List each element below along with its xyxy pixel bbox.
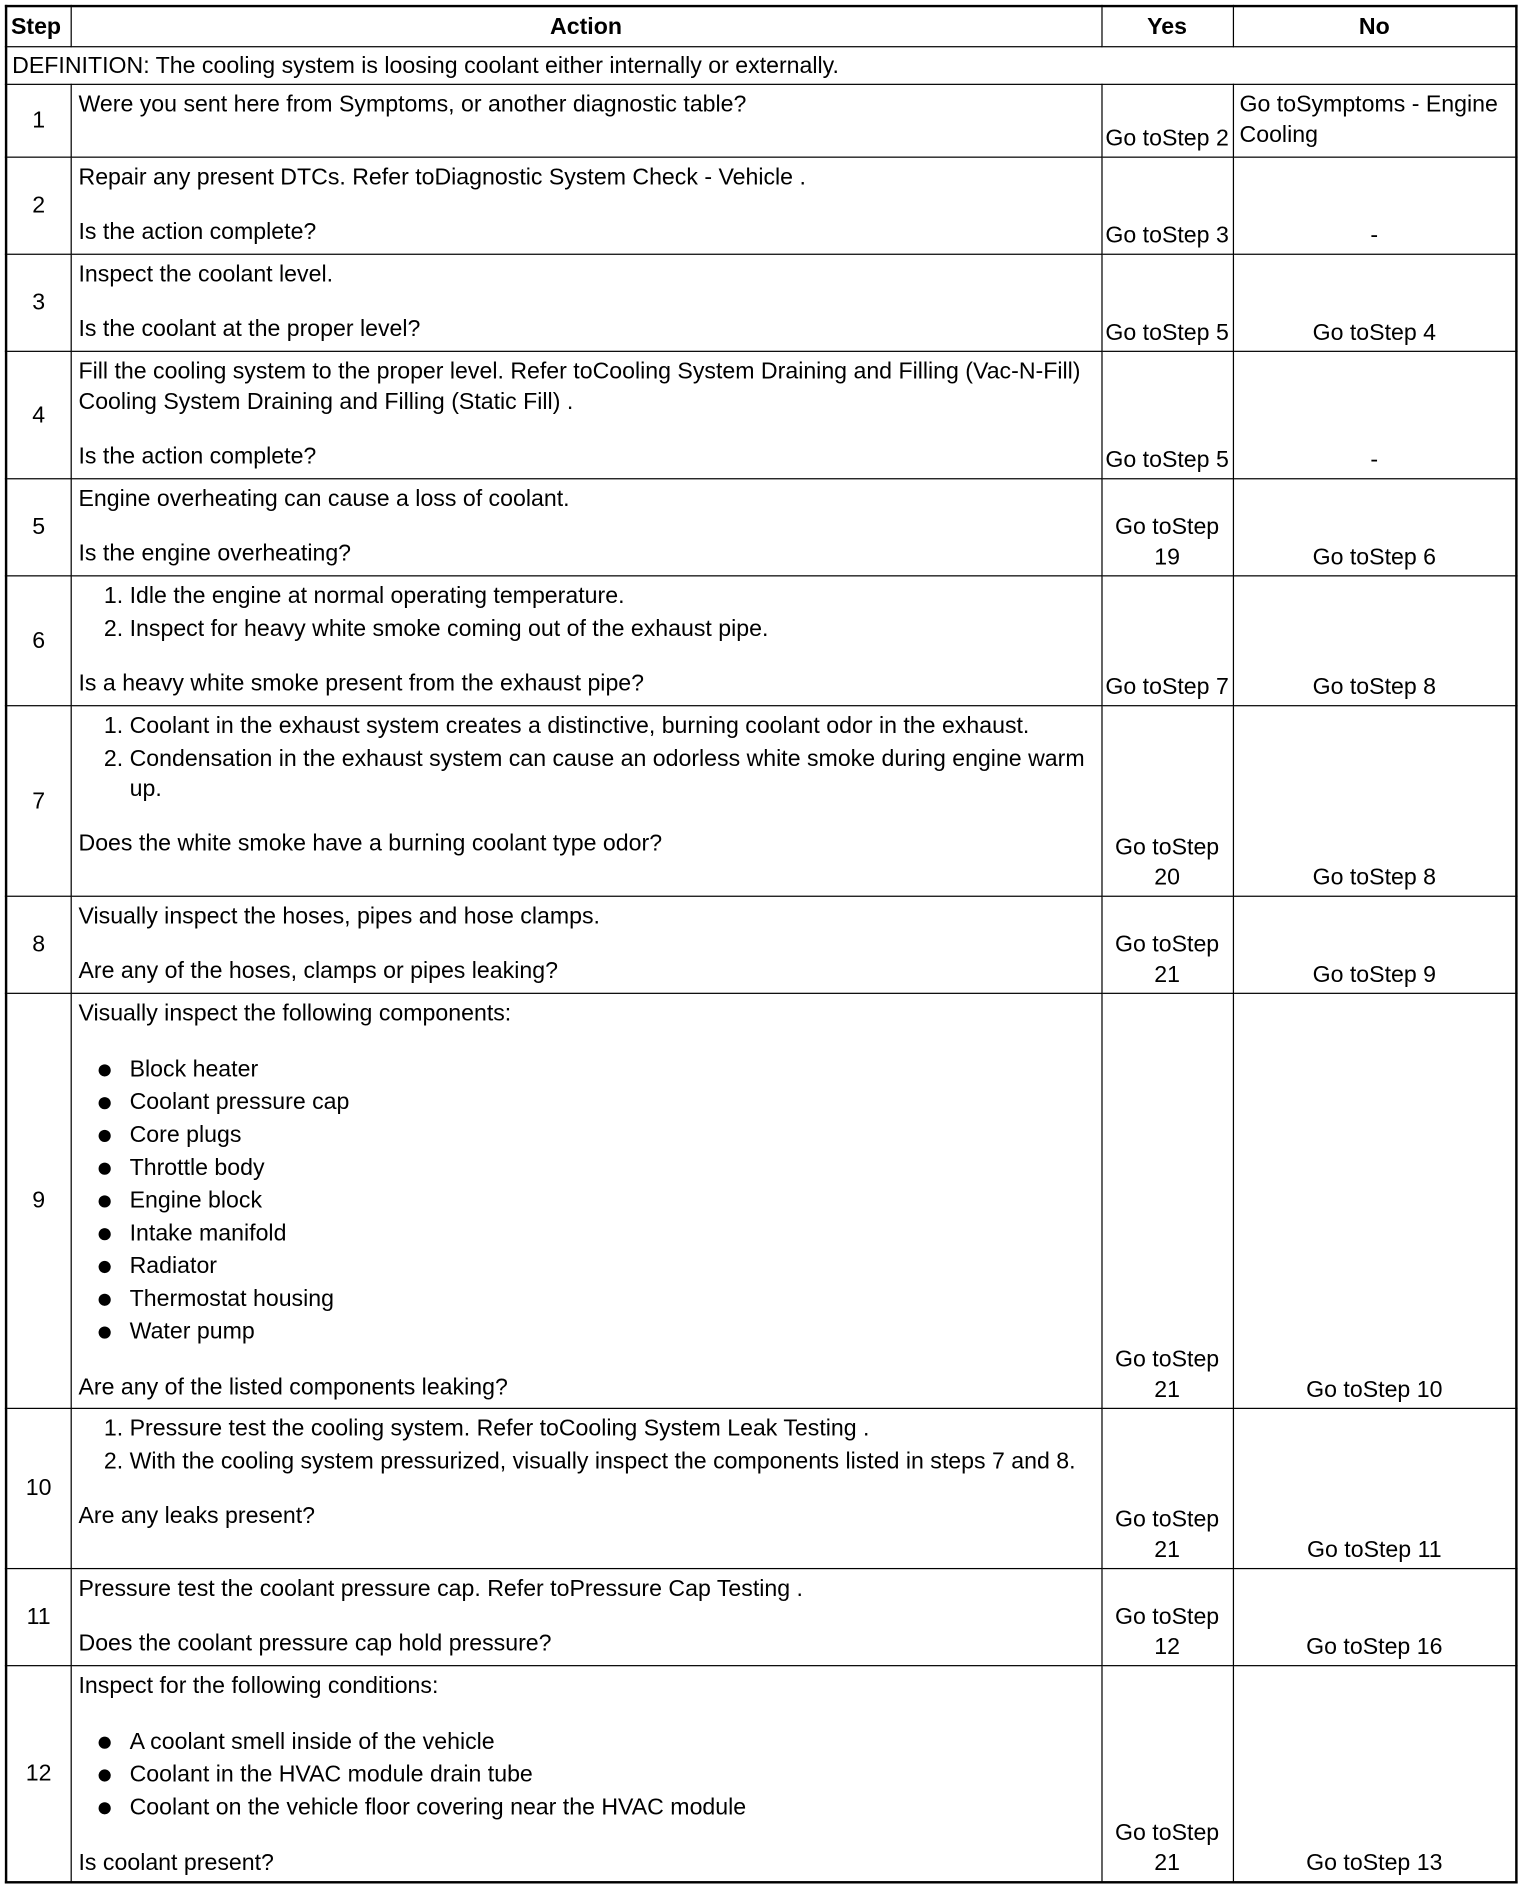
numbered-list [78,711,1093,804]
list-item-label: Radiator [129,1253,218,1280]
list-item: 1. Idle the engine at normal operating temperature. [130,581,1094,611]
question-text: Are any leaks present? [78,1503,316,1530]
bullet-icon [98,1064,110,1076]
no-link[interactable]: Go toStep 6 [1233,479,1517,576]
bullet-icon [98,1769,110,1781]
list-item-label: Throttle body [129,1155,265,1181]
header-no: No [1233,6,1517,47]
action-text: Repair any present DTCs. Refer toDiagnostic System Check - Vehicle . [78,165,806,191]
bullet-icon [98,1228,110,1240]
step-number: 12 [6,1666,71,1883]
question-text: Are any of the hoses, clamps or pipes leaking? [78,958,558,985]
question-text: Is the action complete? [78,444,317,470]
step-number: 8 [6,896,71,993]
action-text: Were you sent here from Symptoms, or another diagnostic table? [78,92,747,118]
yes-link[interactable]: Go toStep 5 [1101,351,1232,478]
list-item-label: A coolant smell inside of the vehicle [129,1729,495,1755]
list-item [96,1086,1094,1119]
list-item [96,1184,1094,1217]
yes-link[interactable]: Go toStep 7 [1101,576,1232,706]
numbered-list [78,581,1093,644]
table-row [6,1666,1516,1883]
action-text: Pressure test the coolant pressure cap. Refer toPressure Cap Testing . [78,1576,803,1602]
question-text: Is coolant present? [78,1850,274,1877]
action-text: Inspect the coolant level. [78,262,334,288]
definition-row [6,47,1516,85]
no-link[interactable]: Go toStep 9 [1233,896,1517,993]
table-row [6,479,1516,576]
step-number: 4 [6,351,71,478]
list-item [96,1152,1094,1185]
step-number: 10 [6,1408,71,1568]
table-row [6,84,1516,157]
list-item-label: Coolant on the vehicle floor covering near the HVAC module [129,1794,747,1821]
no-link[interactable]: Go toStep 11 [1233,1408,1517,1568]
header-step: Step [6,6,71,47]
yes-link[interactable]: Go toStep 21 [1101,1666,1232,1883]
action-text: Engine overheating can cause a loss of coolant. [78,486,570,513]
table-row [6,576,1516,706]
question-text: Are any of the listed components leaking? [78,1375,508,1401]
yes-link[interactable]: Go toStep 3 [1101,157,1232,254]
list-item-label: Engine block [129,1188,263,1214]
action-cell [71,351,1102,478]
bullet-icon [98,1130,110,1142]
action-cell [71,706,1102,897]
list-item [96,1250,1094,1283]
action-cell [71,84,1102,157]
no-link[interactable]: Go toStep 8 [1233,576,1517,706]
list-item [96,1791,1094,1824]
step-number: 9 [6,993,71,1408]
bullet-icon [98,1802,110,1814]
definition-text: DEFINITION: The cooling system is loosing coolant either internally or externally. [6,47,1516,85]
list-item-label: Intake manifold [129,1220,287,1247]
list-item [96,1726,1094,1759]
step-number: 7 [6,706,71,897]
question-text: Is the action complete? [78,219,317,246]
numbered-list [78,1414,1093,1477]
action-cell [71,576,1102,706]
no-link[interactable]: Go toStep 10 [1233,993,1517,1408]
step-number: 3 [6,254,71,351]
question-text: Does the white smoke have a burning coolant type odor? [78,831,663,857]
table-row [6,1408,1516,1568]
no-link: - [1233,157,1517,254]
list-item [96,1283,1094,1316]
list-item-label: Block heater [129,1057,259,1083]
table-row [6,351,1516,478]
list-item-label: Water pump [129,1319,255,1345]
yes-link[interactable]: Go toStep 21 [1101,1408,1232,1568]
no-link[interactable]: Go toSymptoms - Engine Cooling [1233,84,1517,157]
list-item [96,1053,1094,1086]
action-cell [71,993,1102,1408]
table-row [6,706,1516,897]
list-item: 2. With the cooling system pressurized, visually inspect the components listed in steps 7 and 8. [130,1447,1094,1477]
no-link[interactable]: Go toStep 16 [1233,1569,1517,1666]
yes-link[interactable]: Go toStep 2 [1101,84,1232,157]
action-text: Visually inspect the following components: [78,1001,512,1027]
yes-link[interactable]: Go toStep 12 [1101,1569,1232,1666]
step-number: 5 [6,479,71,576]
list-item [96,1316,1094,1349]
action-cell [71,1666,1102,1883]
list-item-label: Coolant in the HVAC module drain tube [129,1762,533,1788]
list-item [96,1119,1094,1152]
list-item-label: Thermostat housing [129,1286,334,1312]
step-number: 2 [6,157,71,254]
table-row [6,993,1516,1408]
yes-link[interactable]: Go toStep 5 [1101,254,1232,351]
list-item-label: Coolant pressure cap [129,1089,350,1116]
yes-link[interactable]: Go toStep 20 [1101,706,1232,897]
bullet-icon [98,1737,110,1749]
question-text: Is the coolant at the proper level? [78,316,421,343]
action-cell [71,157,1102,254]
action-text: Visually inspect the hoses, pipes and hose clamps. [78,904,600,930]
no-link[interactable]: Go toStep 13 [1233,1666,1517,1883]
no-link: - [1233,351,1517,478]
table-row [6,896,1516,993]
action-cell [71,254,1102,351]
table-row [6,157,1516,254]
yes-link[interactable]: Go toStep 21 [1101,993,1232,1408]
action-cell [71,479,1102,576]
no-link[interactable]: Go toStep 8 [1233,706,1517,897]
yes-link[interactable]: Go toStep 19 [1101,479,1232,576]
step-number: 11 [6,1569,71,1666]
action-text: Inspect for the following conditions: [78,1673,439,1700]
question-text: Is a heavy white smoke present from the exhaust pipe? [78,671,645,697]
bullet-icon [98,1261,110,1273]
header-action: Action [71,6,1102,47]
bullet-icon [98,1326,110,1338]
step-number: 6 [6,576,71,706]
list-item: 2. Inspect for heavy white smoke coming out of the exhaust pipe. [130,614,1094,644]
list-item: 1. Pressure test the cooling system. Refer toCooling System Leak Testing . [130,1414,1094,1444]
step-number: 1 [6,84,71,157]
action-cell [71,896,1102,993]
bullet-list [78,1726,1093,1824]
header-row [6,6,1516,47]
list-item: 2. Condensation in the exhaust system can cause an odorless white smoke during engine warm up. [130,744,1094,805]
header-yes: Yes [1101,6,1232,47]
bullet-icon [98,1294,110,1306]
list-item: 1. Coolant in the exhaust system creates a distinctive, burning coolant odor in the exhaust. [130,711,1094,741]
question-text: Is the engine overheating? [78,541,352,567]
yes-link[interactable]: Go toStep 21 [1101,896,1232,993]
action-cell [71,1408,1102,1568]
list-item-label: Core plugs [129,1122,242,1149]
table-row [6,1569,1516,1666]
table-row [6,254,1516,351]
bullet-icon [98,1163,110,1175]
no-link[interactable]: Go toStep 4 [1233,254,1517,351]
diagnostic-table [5,5,1518,1884]
question-text: Does the coolant pressure cap hold pressure? [78,1631,552,1657]
bullet-icon [98,1195,110,1207]
bullet-icon [98,1097,110,1109]
bullet-list [78,1053,1093,1348]
action-cell [71,1569,1102,1666]
action-text: Fill the cooling system to the proper level. Refer toCooling System Draining and Filling (Vac-N-Fill) Cooling System Draining and Filling (Static Fill) . [78,359,1081,416]
list-item [96,1759,1094,1792]
list-item [96,1217,1094,1250]
